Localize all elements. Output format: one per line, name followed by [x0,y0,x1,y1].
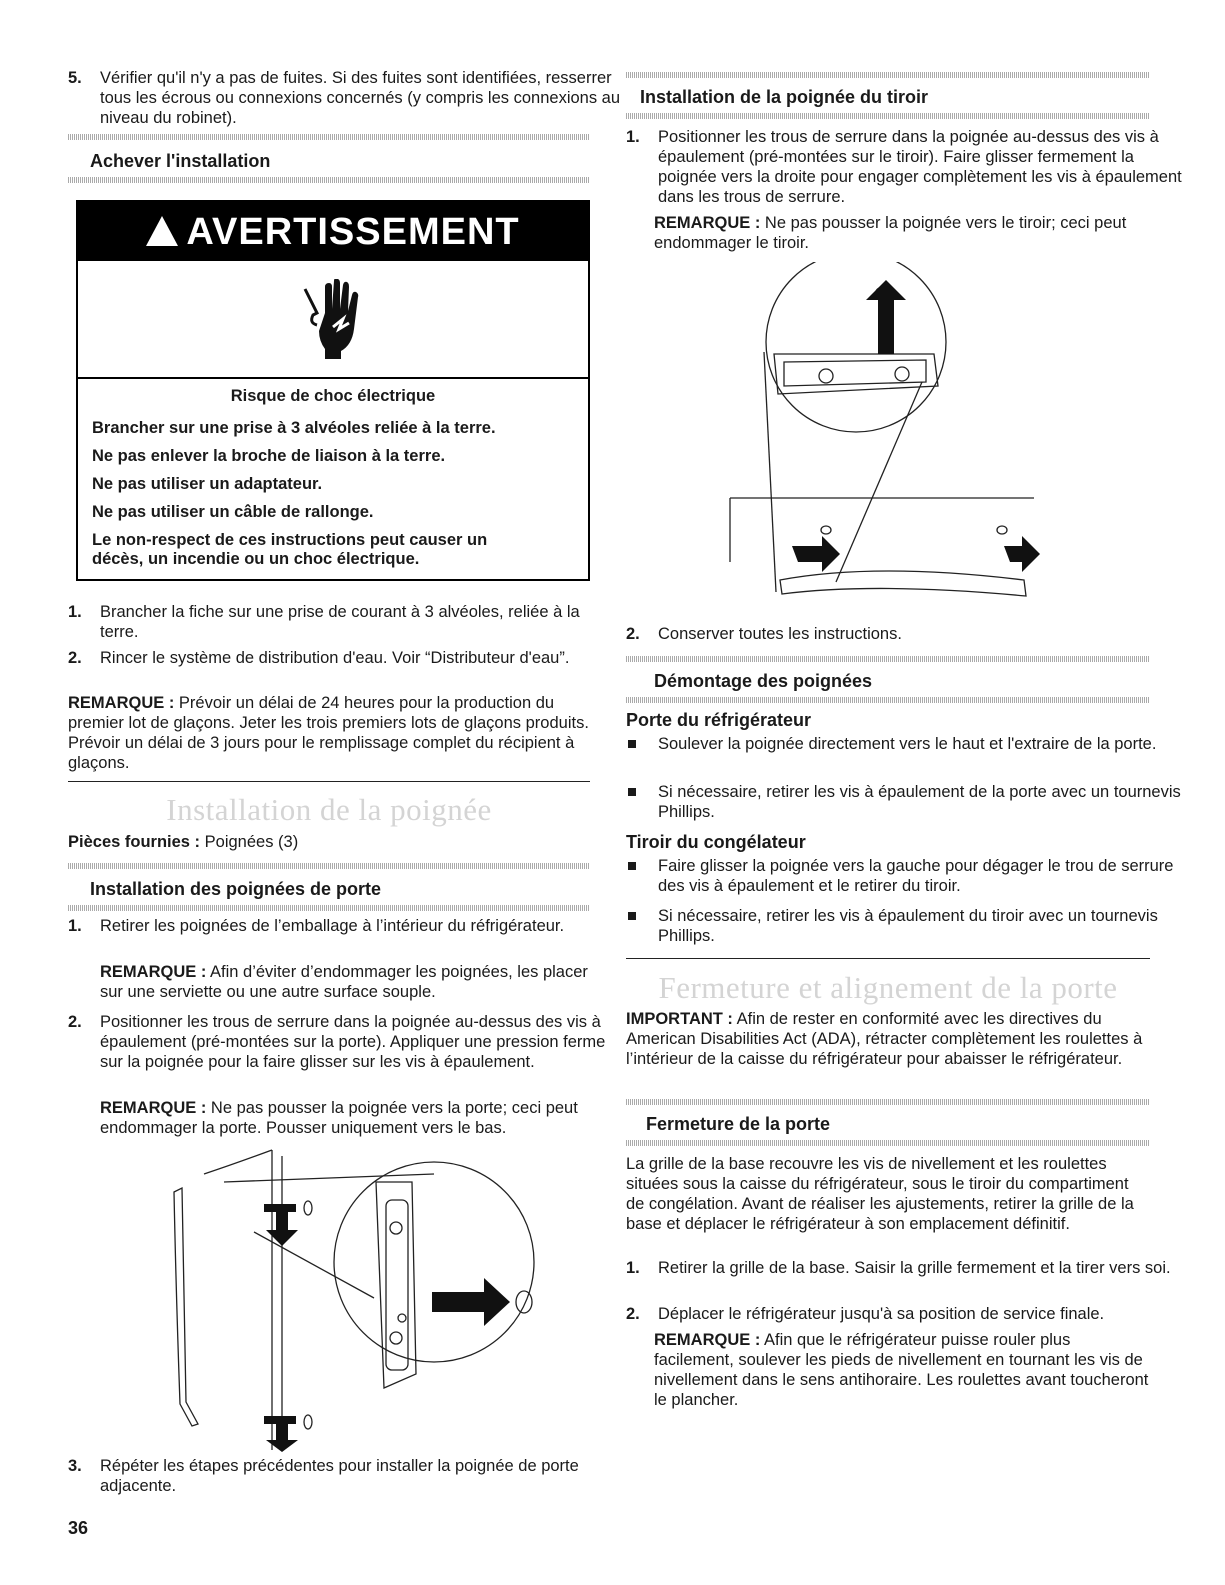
warning-line: Ne pas utiliser un adaptateur. [92,475,323,493]
step-number: 1. [626,128,640,146]
remarque-text: Prévoir un délai de 24 heures pour la production du premier lot de glaçons. Jeter les trois premiers lots de glaçons produits. Prévoir un délai de 3 jours pour le remplissage complet du récipient à glaçons. [68,694,589,772]
bullet-item [626,734,1182,754]
fermeture-remarque [654,1330,1150,1410]
remarque-label: REMARQUE : [654,214,761,232]
divider [68,905,590,911]
warning-lines [78,379,588,579]
bullet-item [626,906,1182,946]
remarque-text: Afin que le réfrigérateur puisse rouler plus facilement, soulever les pieds de nivellement en tournant les vis de nivellement dans le sens antihoraire. Les roulettes avant toucheront le plancher. [654,1331,1149,1409]
porte-title: Installation des poignées de porte [90,879,382,899]
section-title-fermeture: Fermeture et alignement de la porte [658,970,1118,1005]
remarque-label: REMARQUE : [100,1099,207,1117]
bullet-text: Si nécessaire, retirer les vis à épaulement du tiroir avec un tournevis Phillips. [658,907,1158,945]
porte-step-2 [68,1012,622,1072]
achever-title: Achever l'installation [90,151,271,171]
step-text: Déplacer le réfrigérateur jusqu'à sa position de service finale. [658,1305,1105,1323]
tiroir-title: Installation de la poignée du tiroir [640,87,929,107]
bullet-text: Faire glisser la poignée vers la gauche pour dégager le trou de serrure des vis à épaulement et le retirer du tiroir. [658,857,1174,895]
remarque-glacons [68,693,590,773]
step-number: 1. [626,1259,640,1277]
section-rule [68,781,590,782]
remarque-label: REMARQUE : [100,963,207,981]
tiroir-step-1 [626,127,1182,207]
divider [626,1140,1150,1146]
porte-remarque-2 [100,1098,590,1138]
divider [626,113,1150,119]
fermeture-paragraph: La grille de la base recouvre les vis de nivellement et les roulettes situées sous la caisse du réfrigérateur, sous le tiroir du compartiment de congélation. Avant de réaliser les ajustements, retirer la grille de la base et déplacer le réfrigérateur à son emplacement définitif. [626,1155,1134,1233]
step-text: Vérifier qu'il n'y a pas de fuites. Si des fuites sont identifiées, resserrer tous les écrous ou connexions concernés (y compris les connexions au niveau du robinet). [100,69,621,127]
step-2 [68,648,622,668]
pieces-label: Pièces fournies : [68,833,201,851]
remarque-text: Afin d’éviter d’endommager les poignées, les placer sur une serviette ou une autre surface souple. [100,963,588,1001]
arrow-right-icon [1004,536,1040,572]
step-number: 5. [68,69,82,87]
remarque-label: REMARQUE : [68,694,175,712]
tiroir-header [626,72,1150,119]
warning-header [78,202,588,261]
step-5 [68,68,622,128]
warning-box [76,200,590,581]
achever-header [68,134,590,183]
bullet-square-icon [628,862,636,870]
door-handle-illustration [164,1142,584,1452]
pieces-text: Poignées (3) [200,833,299,851]
fermeture-title: Fermeture de la porte [646,1114,831,1134]
fermeture-step-2 [626,1304,1182,1324]
warning-title: AVERTISSEMENT [186,211,520,253]
step-number: 2. [68,1013,82,1031]
warning-line: Ne pas utiliser un câble de rallonge. [92,503,374,521]
section-title-poignee: Installation de la poignée [166,792,492,827]
step-number: 1. [68,917,82,935]
arrow-down-icon [264,1416,298,1452]
warning-final: Le non-respect de ces instructions peut causer un décès, un incendie ou un choc électrique. [92,531,488,568]
porte-step-3 [68,1456,622,1496]
step-number: 2. [68,649,82,667]
remarque-text: Ne pas pousser la poignée vers la porte; ceci peut endommager la porte. Pousser uniquement vers le bas. [100,1099,578,1137]
bullet-text: Soulever la poignée directement vers le haut et l'extraire de la porte. [658,735,1157,753]
arrow-right-icon [792,536,840,572]
arrow-right-icon [432,1278,510,1326]
bullet-square-icon [628,788,636,796]
step-text: Rincer le système de distribution d'eau. Voir “Distributeur d'eau”. [100,649,570,667]
remarque-text: Ne pas pousser la poignée vers le tiroir; ceci peut endommager le tiroir. [654,214,1127,252]
bullet-square-icon [628,740,636,748]
demontage-header [626,656,1150,703]
step-text: Brancher la fiche sur une prise de courant à 3 alvéoles, reliée à la terre. [100,603,580,641]
step-text: Retirer la grille de la base. Saisir la grille fermement et la tirer vers soi. [658,1259,1171,1277]
bullet-text: Si nécessaire, retirer les vis à épaulement de la porte avec un tournevis Phillips. [658,783,1181,821]
step-text: Positionner les trous de serrure dans la poignée au-dessus des vis à épaulement (pré-montées sur la porte). Appliquer une pression ferme sur la poignée pour la faire glisser sur les vis à épaulement. [100,1013,606,1071]
arrow-up-icon [866,280,906,354]
step-number: 2. [626,1305,640,1323]
page-number: 36 [68,1518,89,1538]
step-number: 2. [626,625,640,643]
important-label: IMPORTANT : [626,1010,733,1028]
tiroir-remarque [654,213,1150,253]
step-text: Retirer les poignées de l’emballage à l’intérieur du réfrigérateur. [100,917,565,935]
section-rule [626,958,1150,959]
demontage-title: Démontage des poignées [654,671,873,691]
fermeture-header [626,1099,1150,1146]
divider [68,177,590,183]
divider [626,697,1150,703]
electric-shock-hand-icon [303,279,363,361]
porte-remarque-1 [100,962,590,1002]
step-text: Conserver toutes les instructions. [658,625,902,643]
step-1 [68,602,622,642]
bullet-item [626,856,1182,896]
warning-line: Brancher sur une prise à 3 alvéoles reliée à la terre. [92,419,496,437]
porte-step-1 [68,916,622,936]
tiroir-congelateur-title: Tiroir du congélateur [626,832,806,852]
important-note [626,1009,1150,1069]
porte-header [68,863,590,911]
warning-triangle-icon [146,216,178,246]
step-number: 1. [68,603,82,621]
fermeture-step-1 [626,1258,1182,1278]
step-number: 3. [68,1457,82,1475]
tiroir-step-2 [626,624,1182,644]
pieces-fournies [68,832,590,852]
porte-refrigerateur-title: Porte du réfrigérateur [626,710,812,730]
warning-line: Ne pas enlever la broche de liaison à la terre. [92,447,446,465]
drawer-handle-illustration [726,262,1046,612]
bullet-item [626,782,1182,822]
step-text: Positionner les trous de serrure dans la poignée au-dessus des vis à épaulement (pré-montées sur le tiroir). Faire glisser fermement la poignée vers la droite pour engager complètement les vis à épaulement dans les trous de serrure. [658,128,1182,206]
remarque-label: REMARQUE : [654,1331,761,1349]
warning-risk: Risque de choc électrique [230,387,436,405]
important-text: Afin de rester en conformité avec les directives du American Disabilities Act (ADA), rétracter complètement les roulettes à l’intérieur de la caisse du réfrigérateur pour abaisser le réfrigérateur. [626,1010,1143,1068]
bullet-square-icon [628,912,636,920]
warning-symbol-area [78,261,588,379]
step-text: Répéter les étapes précédentes pour installer la poignée de porte adjacente. [100,1457,579,1495]
